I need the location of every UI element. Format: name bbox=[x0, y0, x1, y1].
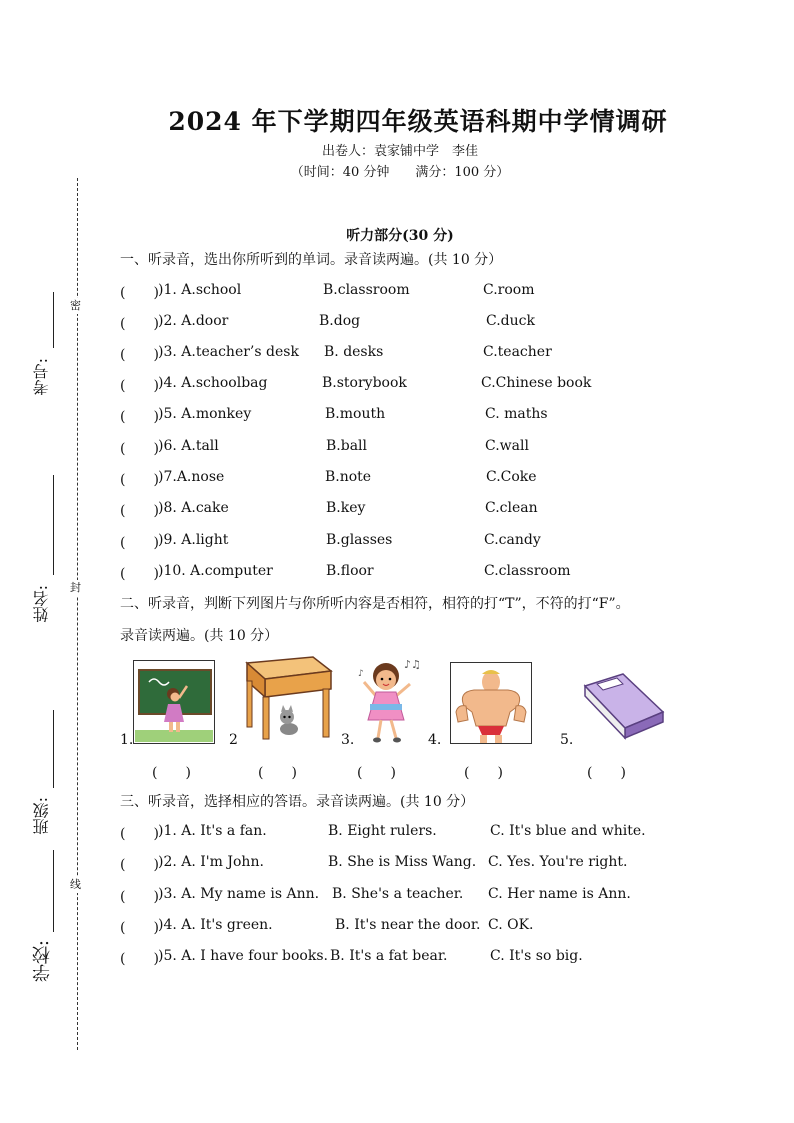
option-b: B. It's near the door. bbox=[335, 917, 481, 933]
option-b: B.note bbox=[325, 469, 372, 485]
answer-blank[interactable]: ( ) bbox=[120, 285, 159, 301]
option-b: B.ball bbox=[326, 438, 368, 454]
option-a: )10. A.computer bbox=[158, 563, 273, 579]
class-field[interactable] bbox=[53, 710, 54, 788]
seal-char-xian: 线 bbox=[70, 878, 81, 891]
option-b: B.classroom bbox=[323, 282, 410, 298]
class-label: 班级: bbox=[32, 797, 51, 835]
part1-instruction: 一、听录音，选出你所听到的单词。录音读两遍。(共 10 分） bbox=[120, 252, 503, 268]
answer-blank[interactable]: ( ) bbox=[120, 857, 159, 873]
notebook-icon bbox=[583, 672, 665, 744]
option-c: C.wall bbox=[485, 438, 529, 454]
exam-number-field[interactable] bbox=[53, 292, 54, 348]
answer-blank[interactable]: ( ) bbox=[587, 765, 626, 781]
option-b: B.storybook bbox=[322, 375, 407, 391]
option-c: C.duck bbox=[486, 313, 535, 329]
exam-number-label: 考号: bbox=[32, 358, 51, 396]
answer-blank[interactable]: ( ) bbox=[120, 951, 159, 967]
author-line: 出卷人：袁家铺中学 李佳 bbox=[321, 144, 478, 159]
picture-number: 2 bbox=[229, 732, 238, 748]
option-a: )5. A.monkey bbox=[158, 406, 252, 422]
option-a: )3. A.teacher’s desk bbox=[158, 344, 299, 360]
answer-blank[interactable]: ( ) bbox=[152, 765, 191, 781]
option-a: )7.A.nose bbox=[158, 469, 225, 485]
answer-blank[interactable]: ( ) bbox=[120, 316, 159, 332]
option-a: )6. A.tall bbox=[158, 438, 219, 454]
picture-number: 3. bbox=[341, 732, 355, 748]
option-b: B.dog bbox=[319, 313, 361, 329]
answer-blank[interactable]: ( ) bbox=[258, 765, 297, 781]
strong-man-icon bbox=[450, 662, 532, 744]
option-b: B. She is Miss Wang. bbox=[328, 854, 477, 870]
option-b: B. She's a teacher. bbox=[332, 886, 464, 902]
answer-blank[interactable]: ( ) bbox=[120, 920, 159, 936]
option-c: C. Her name is Ann. bbox=[488, 886, 631, 902]
answer-blank[interactable]: ( ) bbox=[120, 347, 159, 363]
part3-instruction: 三、听录音，选择相应的答语。录音读两遍。(共 10 分） bbox=[120, 794, 475, 810]
svg-text:♪♫: ♪♫ bbox=[404, 658, 421, 671]
option-b: B.floor bbox=[326, 563, 374, 579]
option-a: )1. A.school bbox=[158, 282, 242, 298]
seal-char-mi: 密 bbox=[70, 299, 81, 312]
option-b: B. Eight rulers. bbox=[328, 823, 437, 839]
option-b: B.key bbox=[326, 500, 366, 516]
part2-instruction: 二、听录音，判断下列图片与你所听内容是否相符，相符的打“T”，不符的打“F”。 bbox=[120, 596, 630, 612]
option-a: )5. A. I have four books. bbox=[158, 948, 328, 964]
desk-with-cat-icon bbox=[243, 655, 333, 741]
answer-blank[interactable]: ( ) bbox=[120, 826, 159, 842]
option-a: )9. A.light bbox=[158, 532, 229, 548]
answer-blank[interactable]: ( ) bbox=[120, 472, 159, 488]
svg-text:♪: ♪ bbox=[358, 669, 364, 679]
option-c: C. maths bbox=[485, 406, 548, 422]
option-a: )4. A. It's green. bbox=[158, 917, 273, 933]
answer-blank[interactable]: ( ) bbox=[464, 765, 503, 781]
option-c: C.Chinese book bbox=[481, 375, 592, 391]
page-title: 2024 年下学期四年级英语科期中学情调研 bbox=[168, 107, 668, 136]
option-c: C.classroom bbox=[484, 563, 571, 579]
option-c: C. Yes. You're right. bbox=[488, 854, 628, 870]
option-b: B. It's a fat bear. bbox=[330, 948, 448, 964]
answer-blank[interactable]: ( ) bbox=[120, 503, 159, 519]
picture-number: 4. bbox=[428, 732, 442, 748]
answer-blank[interactable]: ( ) bbox=[120, 889, 159, 905]
listening-heading: 听力部分(30 分) bbox=[346, 228, 454, 244]
name-label: 姓名: bbox=[32, 585, 51, 623]
answer-blank[interactable]: ( ) bbox=[120, 535, 159, 551]
school-label: 学校: bbox=[32, 940, 53, 983]
answer-blank[interactable]: ( ) bbox=[120, 409, 159, 425]
picture-number: 5. bbox=[560, 732, 574, 748]
option-c: C.teacher bbox=[483, 344, 552, 360]
option-c: C. It's blue and white. bbox=[490, 823, 646, 839]
option-b: B. desks bbox=[324, 344, 384, 360]
answer-blank[interactable]: ( ) bbox=[120, 441, 159, 457]
option-b: B.mouth bbox=[325, 406, 386, 422]
picture-number: 1. bbox=[120, 732, 134, 748]
option-a: )4. A.schoolbag bbox=[158, 375, 268, 391]
option-a: )2. A.door bbox=[158, 313, 229, 329]
option-c: C.candy bbox=[484, 532, 541, 548]
option-c: C.Coke bbox=[486, 469, 537, 485]
answer-blank[interactable]: ( ) bbox=[120, 378, 159, 394]
option-c: C. It's so big. bbox=[490, 948, 583, 964]
option-a: )1. A. It's a fan. bbox=[158, 823, 267, 839]
girl-at-blackboard-icon bbox=[133, 660, 215, 744]
part2-instruction-cont: 录音读两遍。(共 10 分） bbox=[120, 628, 279, 644]
option-a: )3. A. My name is Ann. bbox=[158, 886, 320, 902]
answer-blank[interactable]: ( ) bbox=[120, 566, 159, 582]
option-a: )8. A.cake bbox=[158, 500, 229, 516]
girl-singing-icon bbox=[356, 654, 426, 746]
time-score-line: （时间：40 分钟 满分：100 分） bbox=[290, 165, 510, 180]
seal-char-feng: 封 bbox=[70, 581, 81, 594]
answer-blank[interactable]: ( ) bbox=[357, 765, 396, 781]
name-field[interactable] bbox=[53, 475, 54, 575]
option-c: C. OK. bbox=[488, 917, 534, 933]
option-a: )2. A. I'm John. bbox=[158, 854, 264, 870]
option-b: B.glasses bbox=[326, 532, 393, 548]
option-c: C.room bbox=[483, 282, 535, 298]
school-field[interactable] bbox=[53, 850, 54, 932]
option-c: C.clean bbox=[485, 500, 538, 516]
